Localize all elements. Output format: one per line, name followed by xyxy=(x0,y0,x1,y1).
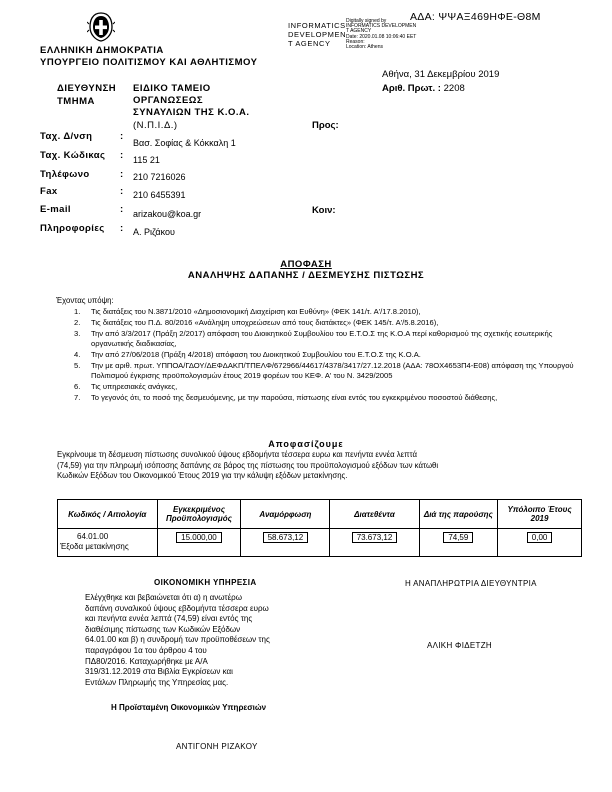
stamp-line: DEVELOPMEN xyxy=(288,30,347,39)
list-item: 2. Τις διατάξεις του Π.Δ. 80/2016 «Ανάληψη υποχρεώσεων από τους διατάκτες» (ΦΕΚ 145/τ. Α'/5.8.2016), xyxy=(74,318,439,327)
cc-label: Κοιν: xyxy=(312,205,336,216)
contact-person: Α. Ριζάκου xyxy=(133,227,175,237)
contact-colon: : xyxy=(120,223,124,234)
table-header: Διά της παρούσης xyxy=(419,500,498,529)
protocol-label: Αριθ. Πρωτ. : xyxy=(382,83,441,94)
contact-label: Ταχ. Κώδικας xyxy=(40,150,106,161)
decide-heading: Αποφασίζουμε xyxy=(268,439,344,449)
contact-colon: : xyxy=(120,169,124,180)
contact-colon: : xyxy=(120,150,124,161)
contact-address: Βασ. Σοφίας & Κόκκαλη 1 xyxy=(133,138,236,148)
contact-colon: : xyxy=(120,186,124,197)
contact-fax: 210 6455391 xyxy=(133,190,186,200)
contact-label: Τηλέφωνο xyxy=(40,169,90,180)
list-item: 4. Την από 27/06/2018 (Πράξη 4/2018) απόφαση του Διοικητικού Συμβουλίου του Ε.Τ.Ο.Σ της Κ.Ο.Α. xyxy=(74,350,421,359)
ada-code: ΑΔΑ: ΨΨΑΞ469ΗΦΕ-Θ8Μ xyxy=(410,11,541,23)
current-amount: 74,59 xyxy=(443,532,473,543)
department-label: ΤΜΗΜΑ xyxy=(57,96,95,107)
table-row xyxy=(58,529,582,557)
approved-budget: 15.000,00 xyxy=(176,532,222,543)
protocol-number xyxy=(382,83,465,94)
signatory-name: ΑΛΙΚΗ ΦΙΔΕΤΖΗ xyxy=(427,641,492,650)
org-name: ΕΙΔΙΚΟ ΤΑΜΕΙΟ ΟΡΓΑΝΩΣΕΩΣ ΣΥΝΑΥΛΙΩΝ ΤΗΣ Κ.Ο.Α. xyxy=(133,83,250,118)
table-cell xyxy=(330,529,419,557)
document-date: Αθήνα, 31 Δεκεμβρίου 2019 xyxy=(382,69,500,80)
decision-subtitle: ΑΝΑΛΗΨΗΣ ΔΑΠΑΝΗΣ / ΔΕΣΜΕΥΣΗΣ ΠΙΣΤΩΣΗΣ xyxy=(187,270,425,281)
table-header: Υπόλοιπο Έτους 2019 xyxy=(498,500,582,529)
list-item: 5. Την με αριθ. πρωτ. ΥΠΠΟΑ/ΓΔΟΥ/ΔΕΦΔΑΚΠ/ΤΠΕΛΦ/672966/44617/4378/3417/27.12.2018 (ΑΔΑ: 78ΟΧ4653Π4-Ε08) απόφαση της Υπουργού Πολιτισμού έγκρισης προϋπολογισμών έτους 2019 φορέων του ΚΕΦ. Α' του Ν. 3429/2005 xyxy=(74,361,574,380)
list-item: 3. Την από 3/3/2017 (Πράξη 2/2017) απόφαση του Διοικητικού Συμβουλίου του Ε.Τ.Ο.Σ της Κ.Ο.Α περί καθορισμού της σχετικής εσωτερικής οργανωτικής διαδικασίας, xyxy=(74,329,553,348)
org-abbr: (Ν.Π.Ι.Δ.) xyxy=(133,120,178,131)
considerations-list xyxy=(74,307,579,404)
remaining-amount: 0,00 xyxy=(527,532,553,543)
contact-label: E-mail xyxy=(40,204,71,215)
list-item: 1. Τις διατάξεις του Ν.3871/2010 «Δημοσιονομική Διαχείριση και Ευθύνη» (ΦΕΚ 141/τ. Α'/17.8.2010), xyxy=(74,307,421,316)
table-header-row xyxy=(58,500,582,529)
expense-description: Έξοδα μετακίνησης xyxy=(60,541,129,551)
republic-title: ΕΛΛΗΝΙΚΗ ΔΗΜΟΚΡΑΤΙΑ xyxy=(40,45,164,56)
list-item: 6. Τις υπηρεσιακές ανάγκες, xyxy=(74,382,178,391)
decision-text: Εγκρίνουμε τη δέσμευση πίστωσης συνολικού ύψους εβδομήντα τέσσερα ευρω και πενήντα εννέα λεπτά (74,59) για την πληρωμή ισόποσης δαπάνης σε βάρος της πίστωσης του προϋπολογισμού εξόδων των κάτωθι Κωδικών Εξόδων του Οικονομικού Έτους 2019 για την κάλυψη εξόδων μετακίνησης. xyxy=(57,450,439,480)
decision-title: ΑΠΟΦΑΣΗ xyxy=(280,259,332,270)
table-header: Κωδικός / Αιτιολογία xyxy=(58,500,158,529)
contact-label: Fax xyxy=(40,186,58,197)
contact-colon: : xyxy=(120,204,124,215)
ministry-title: ΥΠΟΥΡΓΕΙΟ ΠΟΛΙΤΙΣΜΟΥ ΚΑΙ ΑΘΛΗΤΙΣΜΟΥ xyxy=(40,57,258,68)
stamp-line: INFORMATICS xyxy=(288,21,346,30)
table-cell xyxy=(157,529,241,557)
financial-head-name: ΑΝΤΙΓΟΝΗ ΡΙΖΑΚΟΥ xyxy=(176,742,258,751)
signature-stamp xyxy=(288,21,346,48)
table-cell xyxy=(498,529,582,557)
table-header: Διατεθέντα xyxy=(330,500,419,529)
financial-certification: Ελέγχθηκε και βεβαιώνεται ότι α) η ανωτέρω δαπάνη συναλικού ύψους εβδομήντα τέσσερα ευρω και πενήντα εννέα λεπτά (74,59) είναι εντός της διαθέσιμης πίστωσης των Κωδικών Εξόδων 64.01.00 και β) η συνδρομή των προϋποθέσεων της παραγράφου 1α του άρθρου 4 του ΠΔ80/2016. Καταχωρήθηκε με Α/Α 319/31.12.2019 στα Βιβλία Εγκρίσεων και Εντάλων Πληρωμής της Υπηρεσίας μας. xyxy=(85,593,270,687)
table-header: Εγκεκριμένος Προϋπολογισμός xyxy=(157,500,241,529)
recipient-label: Προς: xyxy=(312,120,339,131)
table-cell xyxy=(58,529,158,557)
allocated-amount: 73.673,12 xyxy=(352,532,398,543)
table-cell xyxy=(241,529,330,557)
table-header: Αναμόρφωση xyxy=(241,500,330,529)
expense-code: 64.01.00 xyxy=(77,532,109,541)
table-cell xyxy=(419,529,498,557)
contact-colon: : xyxy=(120,131,124,142)
greek-emblem-icon xyxy=(87,12,115,42)
contact-label: Ταχ. Δ/νση xyxy=(40,131,93,142)
contact-label: Πληροφορίες xyxy=(40,223,105,234)
signatory-title: Η ΑΝΑΠΛΗΡΩΤΡΙΑ ΔΙΕΥΘΥΝΤΡΙΑ xyxy=(405,579,537,588)
contact-postcode: 115 21 xyxy=(133,155,160,165)
stamp-details: Digitally signed by INFORMATICS DEVELOPMEN T AGENCY Date: 2020.01.08 10:06:40 EET Reason: Location: Athens xyxy=(346,18,417,51)
considering-label: Έχοντας υπόψη: xyxy=(56,296,114,305)
expense-table xyxy=(57,499,582,557)
revision-amount: 58.673,12 xyxy=(263,532,309,543)
list-item: 7. Το γεγονός ότι, το ποσό της δεσμευόμενης, με την παρούσα, πίστωσης είναι εντός του εγκεκριμένου ποσοστού διάθεσης, xyxy=(74,393,498,402)
stamp-line: T AGENCY xyxy=(288,39,331,48)
contact-email[interactable]: arizakou@koa.gr xyxy=(133,209,202,219)
contact-phone: 210 7216026 xyxy=(133,172,186,182)
financial-head-title: Η Προϊσταμένη Οικονομικών Υπηρεσιών xyxy=(111,703,267,712)
directorate-label: ΔΙΕΥΘΥΝΣΗ xyxy=(57,83,117,94)
protocol-value: 2208 xyxy=(443,83,465,94)
financial-service-title: ΟΙΚΟΝΟΜΙΚΗ ΥΠΗΡΕΣΙΑ xyxy=(154,578,257,587)
